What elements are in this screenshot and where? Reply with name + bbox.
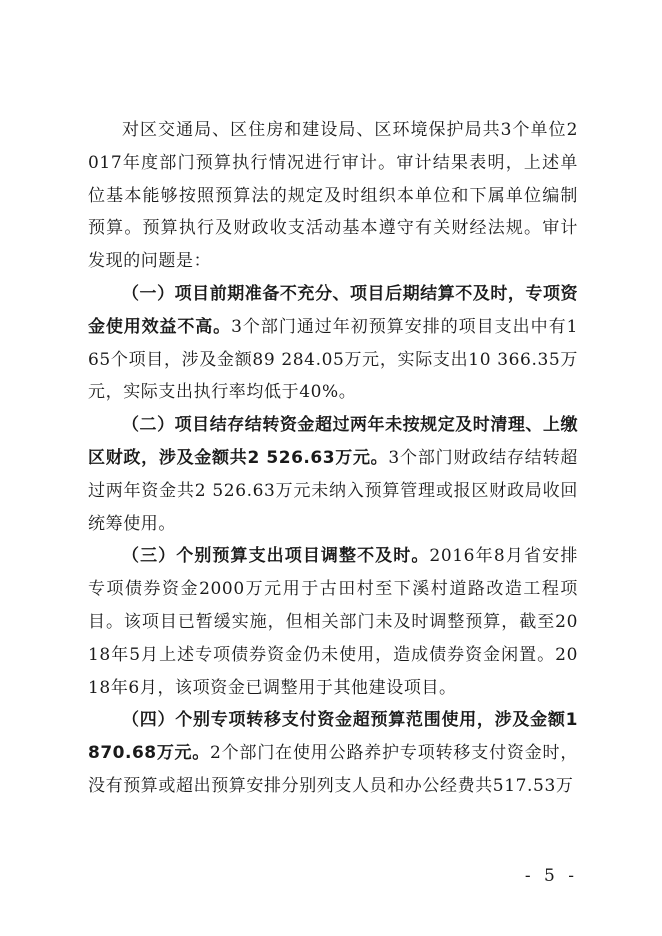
section-2: [88, 409, 578, 540]
section-2-body: 3个部门财政结存结转超过两年资金共2 526.63万元未纳入预算管理或报区财政局收回统筹使用。: [88, 447, 578, 534]
page-number: - 5 -: [524, 866, 578, 886]
intro-paragraph: 对区交通局、区住房和建设局、区环境保护局共3个单位2017年度部门预算执行情况进行审计。审计结果表明，上述单位基本能够按照预算法的规定及时组织本单位和下属单位编制预算。预算执行及财政收支活动基本遵守有关财经法规。审计发现的问题是：: [88, 120, 578, 272]
section-4: [88, 704, 578, 802]
section-1: [88, 278, 578, 409]
section-3-body: 2016年8月省安排专项债券资金2000万元用于古田村至下溪村道路改造工程项目。该项目已暂缓实施，但相关部门未及时调整预算，截至2018年5月上述专项债券资金仍未使用，造成债券资金闲置。2018年6月，该项资金已调整用于其他建设项目。: [88, 546, 578, 698]
section-4-body: 2个部门在使用公路养护专项转移支付资金时，没有预算或超出预算安排分别列支人员和办公经费共517.53万: [88, 743, 578, 796]
section-3-heading: （三）个别预算支出项目调整不及时。: [122, 546, 430, 567]
section-1-body: 3个部门通过年初预算安排的项目支出中有165个项目，涉及金额89 284.05万元，实际支出10 366.35万元，实际支出执行率均低于40%。: [88, 316, 578, 403]
document-body: [88, 114, 578, 803]
section-3: [88, 540, 578, 704]
section-1-heading: （一）项目前期准备不充分、项目后期结算不及时，专项资金使用效益不高。: [88, 283, 578, 337]
section-2-heading: （二）项目结存结转资金超过两年未按规定及时清理、上缴区财政，涉及金额共2 526.63万元。: [88, 415, 578, 468]
section-4-heading: （四）个别专项转移支付资金超预算范围使用，涉及金额1 870.68万元。: [88, 710, 578, 764]
